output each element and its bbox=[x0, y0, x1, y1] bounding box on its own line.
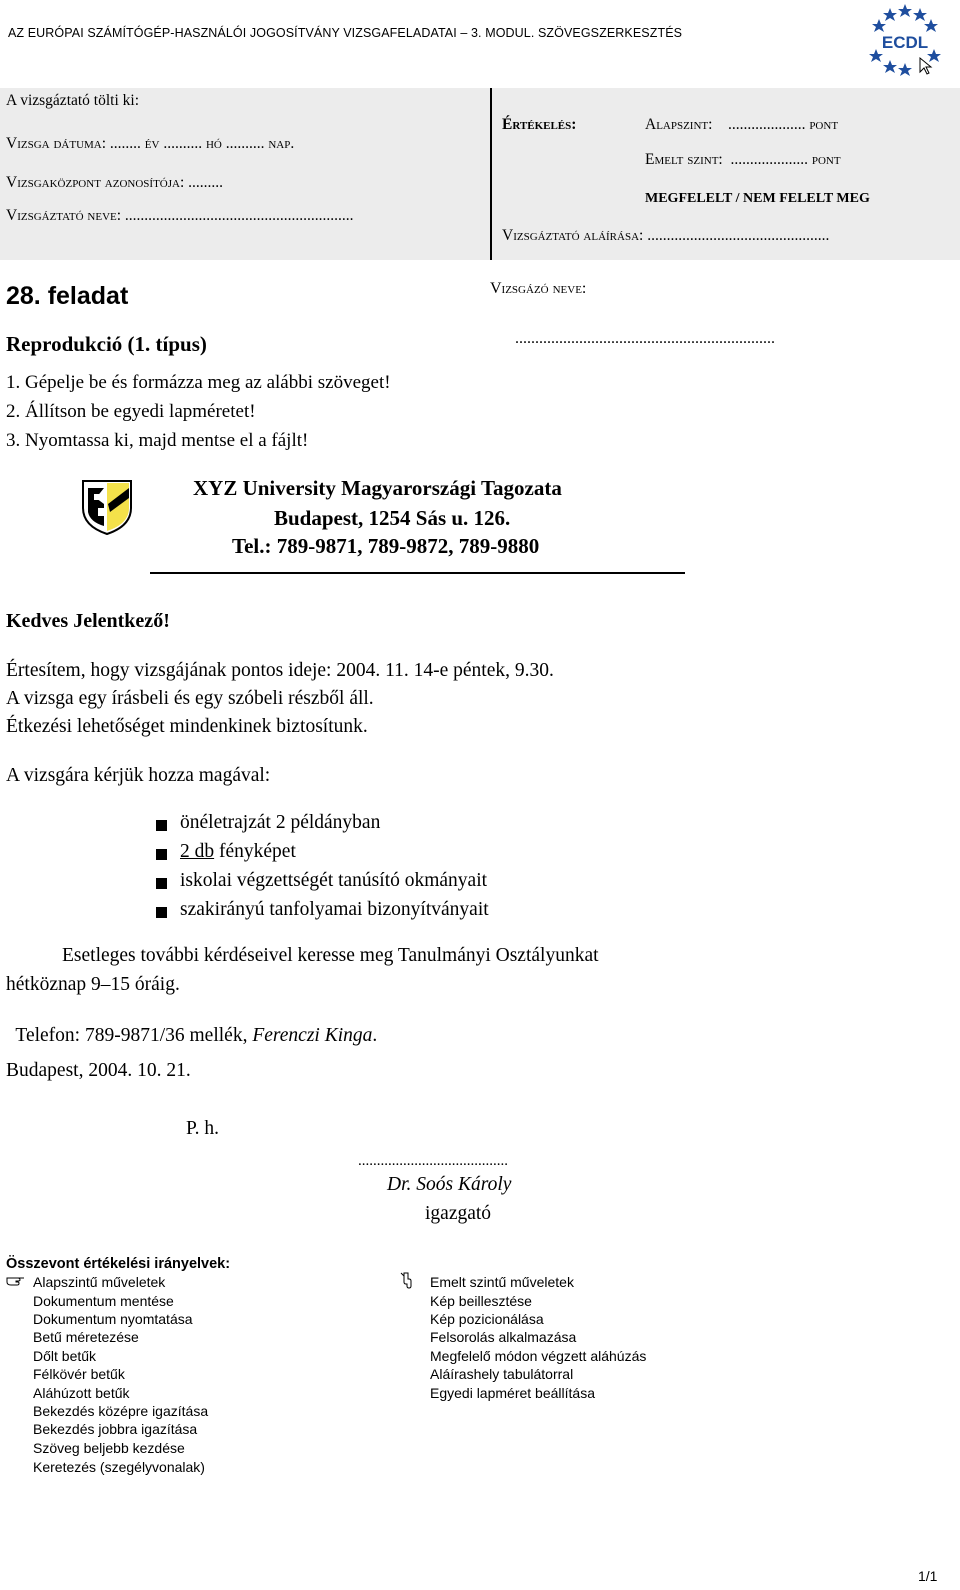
phone-suffix: . bbox=[372, 1025, 378, 1046]
university-crest-icon bbox=[80, 478, 134, 536]
exam-time-line: Értesítem, hogy vizsgájának pontos ideje: 2004. 11. 14-e péntek, 9.30. bbox=[6, 660, 554, 681]
bullet-icon bbox=[156, 849, 167, 860]
examiner-signature-field: Vizsgáztató aláírása: ............................................... bbox=[502, 227, 830, 244]
evaluation-label: Értékelés: bbox=[502, 116, 577, 133]
ecdl-logo-text: ECDL bbox=[881, 33, 929, 52]
center-id-field: Vizsgaközpont azonosítója: ......... bbox=[6, 174, 224, 191]
candidate-name-label: Vizsgázó neve: bbox=[490, 280, 587, 297]
exam-date-field: Vizsga dátuma: ........ év .......... hó .......... nap. bbox=[6, 135, 295, 152]
catering-line: Étkezési lehetőséget mindenkinek biztosítunk. bbox=[6, 716, 368, 737]
basic-op: Dokumentum mentése bbox=[33, 1293, 174, 1309]
tel-label: Tel. bbox=[232, 534, 265, 558]
criteria-heading: Összevont értékelési irányelvek: bbox=[6, 1256, 231, 1272]
result-options: MEGFELELT / NEM FELELT MEG bbox=[645, 191, 870, 206]
advanced-op: Aláírashely tabulátorral bbox=[430, 1366, 574, 1382]
filled-by-label: A vizsgáztató tölti ki: bbox=[6, 92, 140, 109]
list-item: iskolai végzettségét tanúsító okmányait bbox=[180, 870, 488, 891]
basic-op: Félkövér betűk bbox=[33, 1366, 125, 1382]
advanced-op: Egyedi lapméret beállítása bbox=[430, 1385, 595, 1401]
basic-op: Bekezdés középre igazítása bbox=[33, 1403, 209, 1419]
instruction-1: 1. Gépelje be és formázza meg az alábbi szöveget! bbox=[6, 372, 391, 393]
contact-name: Ferenczi Kinga bbox=[252, 1025, 373, 1046]
basic-ops-title: Alapszintű műveletek bbox=[33, 1274, 166, 1290]
bullet-icon bbox=[156, 907, 167, 918]
bullet-icon bbox=[156, 878, 167, 889]
tel-numbers: : 789-9871, 789-9872, 789-9880 bbox=[264, 534, 540, 558]
info-box-divider bbox=[490, 88, 492, 260]
advanced-op: Megfelelő módon végzett aláhúzás bbox=[430, 1348, 647, 1364]
underlined-quantity: 2 db bbox=[180, 841, 215, 862]
examiner-name-field: Vizsgáztató neve: ........................................................... bbox=[6, 207, 354, 224]
basic-op: Betű méretezése bbox=[33, 1329, 139, 1345]
advanced-op: Kép beillesztése bbox=[430, 1293, 532, 1309]
bring-intro: A vizsgára kérjük hozza magával: bbox=[6, 765, 271, 786]
list-item bbox=[180, 841, 296, 863]
basic-op: Dőlt betűk bbox=[33, 1348, 97, 1364]
exam-parts-line: A vizsga egy írásbeli és egy szóbeli részből áll. bbox=[6, 688, 374, 709]
signature-line: ........................................ bbox=[358, 1153, 508, 1169]
header-title: AZ EURÓPAI SZÁMÍTÓGÉP-HASZNÁLÓI JOGOSÍTVÁNY VIZSGAFELADATAI – 3. MODUL. SZÖVEGSZERKESZTÉS bbox=[8, 26, 683, 40]
phone-text: Telefon: 789-9871/36 mellék, bbox=[15, 1025, 253, 1046]
basic-op: Keretezés (szegélyvonalak) bbox=[33, 1459, 205, 1475]
place-date: Budapest, 2004. 10. 21. bbox=[6, 1060, 191, 1081]
further-questions-line-1: Esetleges további kérdéseivel keresse meg Tanulmányi Osztályunkat bbox=[62, 945, 599, 966]
letterhead-line-3 bbox=[232, 534, 539, 559]
basic-level-field: Alapszint: .................... pont bbox=[645, 116, 839, 133]
pointing-hand-icon bbox=[6, 1274, 26, 1288]
advanced-op: Kép pozicionálása bbox=[430, 1311, 544, 1327]
pointing-hand-down-icon bbox=[400, 1272, 416, 1290]
letterhead-rule bbox=[150, 572, 685, 574]
bullet-icon bbox=[156, 820, 167, 831]
basic-op: Szöveg beljebb kezdése bbox=[33, 1440, 185, 1456]
greeting: Kedves Jelentkező! bbox=[6, 610, 170, 632]
instruction-2: 2. Állítson be egyedi lapméretet! bbox=[6, 401, 256, 422]
letterhead-line-2: Budapest, 1254 Sás u. 126. bbox=[274, 506, 511, 530]
advanced-ops-title: Emelt szintű műveletek bbox=[430, 1274, 574, 1290]
further-questions-line-2: hétköznap 9–15 óráig. bbox=[6, 974, 180, 995]
list-item: önéletrajzát 2 példányban bbox=[180, 812, 381, 833]
advanced-op: Felsorolás alkalmazása bbox=[430, 1329, 577, 1345]
signer-title: igazgató bbox=[425, 1203, 492, 1224]
stamp-mark: P. h. bbox=[186, 1118, 220, 1139]
list-item-text: fényképet bbox=[219, 841, 296, 862]
list-item: szakirányú tanfolyamai bizonyítványait bbox=[180, 899, 489, 920]
basic-op: Dokumentum nyomtatása bbox=[33, 1311, 193, 1327]
instruction-3: 3. Nyomtassa ki, majd mentse el a fájlt! bbox=[6, 430, 309, 451]
page-number: 1/1 bbox=[918, 1568, 938, 1584]
task-title: 28. feladat bbox=[6, 282, 129, 310]
phone-line bbox=[6, 1003, 377, 1047]
basic-op: Aláhúzott betűk bbox=[33, 1385, 130, 1401]
ecdl-logo bbox=[868, 2, 942, 76]
signer-name: Dr. Soós Károly bbox=[387, 1174, 512, 1195]
letterhead-line-1: XYZ University Magyarországi Tagozata bbox=[193, 476, 562, 500]
task-subtitle: Reprodukció (1. típus) bbox=[6, 332, 207, 356]
candidate-name-dots: ................................................................. bbox=[515, 330, 775, 347]
basic-op: Bekezdés jobbra igazítása bbox=[33, 1421, 198, 1437]
advanced-level-field: Emelt szint: .................... pont bbox=[645, 151, 841, 168]
